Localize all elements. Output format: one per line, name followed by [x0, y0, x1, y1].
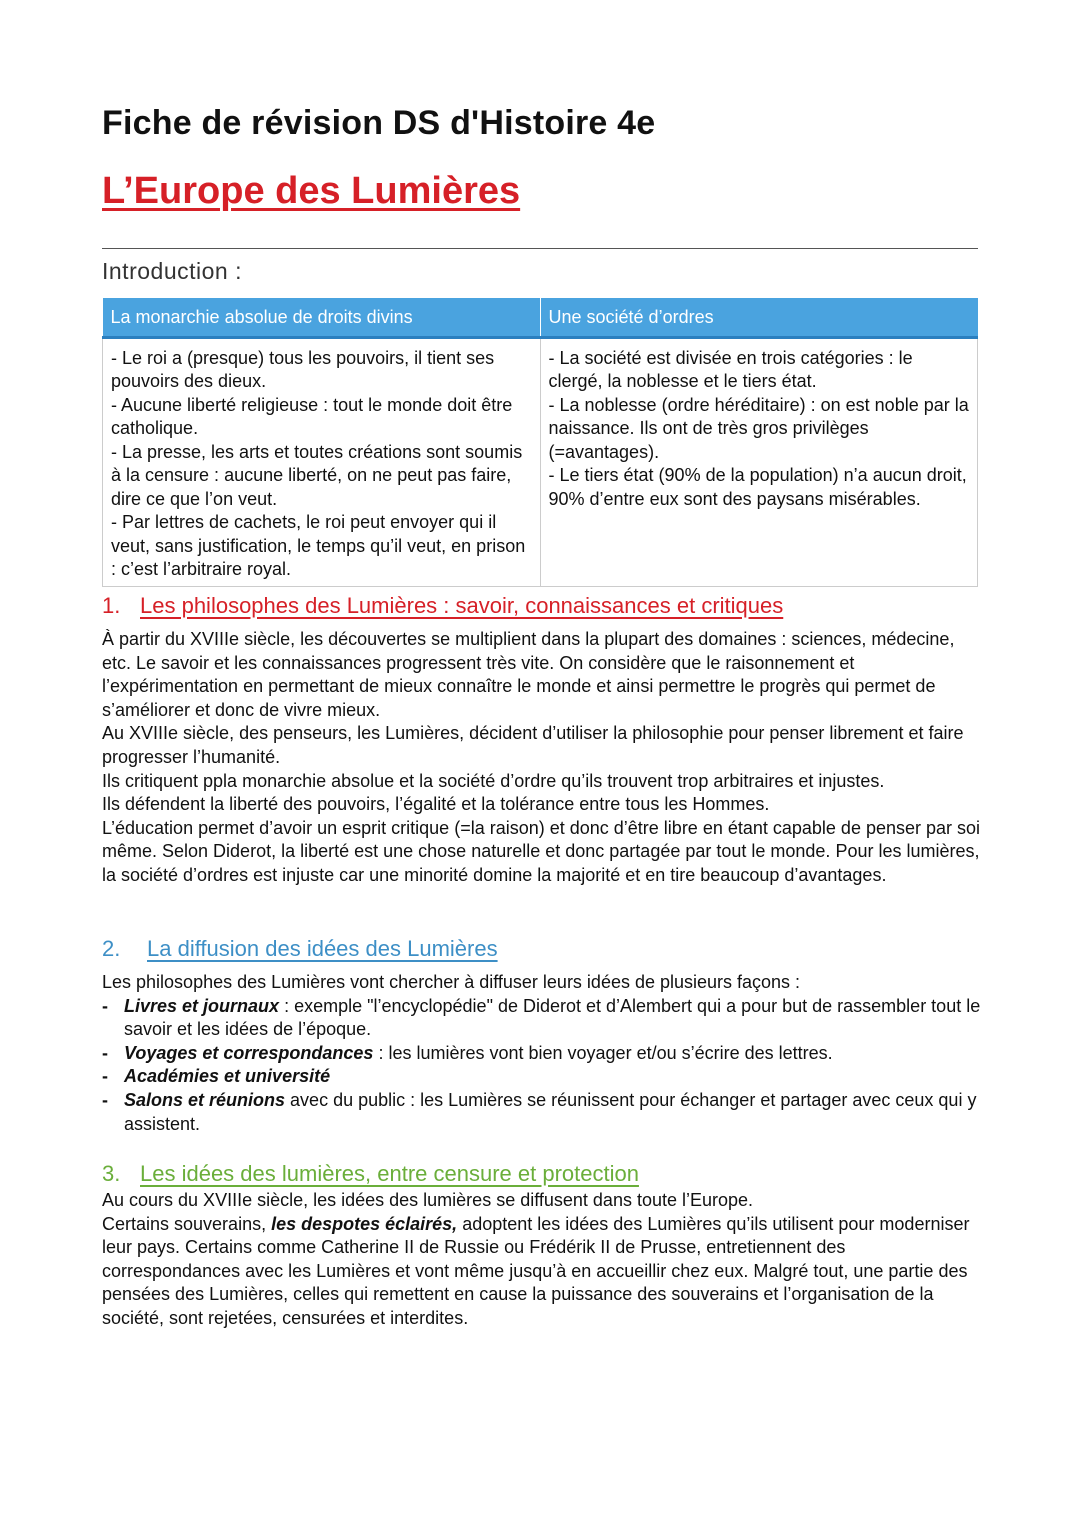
table-header-societe: Une société d’ordres	[540, 298, 978, 337]
section-3-body	[102, 1189, 982, 1331]
list-item	[102, 1089, 982, 1136]
table-line: - Le tiers état (90% de la population) n’a aucun droit, 90% d’entre eux sont des paysans misérables.	[548, 465, 967, 509]
paragraph-text: adoptent les idées des Lumières qu’ils utilisent pour moderniser leur pays. Certains comme Catherine II de Russie ou Frédérik II de Prusse, entretiennent des correspondances avec les Lumières et vont même jusqu’à en accueillir chez eux. Malgré tout, une partie des pensées des Lumières, celles qui remettent en cause la puissance des souverains et l’organisation de la société, sont rejetées, censurées et interdites.	[102, 1213, 970, 1328]
list-item-bold: Voyages et correspondances	[124, 1042, 374, 1063]
table-line: - Par lettres de cachets, le roi peut envoyer qui il veut, sans justification, le temps qu’il veut, en prison : c’est l’arbitraire royal.	[111, 512, 526, 579]
document-subtitle: L’Europe des Lumières	[102, 170, 521, 212]
section-1-body	[102, 628, 982, 888]
section-3-heading	[102, 1161, 639, 1187]
section-number: 1.	[102, 593, 121, 618]
paragraph	[102, 1213, 982, 1331]
paragraph: Ils défendent la liberté des pouvoirs, l’égalité et la tolérance entre tous les Hommes.	[102, 794, 770, 815]
table-line: - Aucune liberté religieuse : tout le monde doit être catholique.	[111, 394, 513, 438]
table-cell-societe	[540, 337, 978, 586]
section-2-body	[102, 971, 982, 1136]
section-title: La diffusion des idées des Lumières	[147, 936, 498, 961]
paragraph: L’éducation permet d’avoir un esprit critique (=la raison) et donc d’être libre en étant capable de penser par soi même. Selon Diderot, la liberté est une chose naturelle et donc partagée par tout le monde. Pour les lumières, la société d’ordres est injuste car une minorité domine la majorité et en tire beaucoup d’avantages.	[102, 817, 981, 885]
document-title: Fiche de révision DS d'Histoire 4e	[102, 104, 656, 142]
section-title: Les idées des lumières, entre censure et protection	[140, 1161, 639, 1186]
section-1-heading	[102, 593, 783, 619]
list-item-bold: Livres et journaux	[124, 995, 280, 1016]
emphasis-despotes: les despotes éclairés,	[271, 1213, 458, 1234]
list-item-text: : les lumières vont bien voyager et/ou s’écrire des lettres.	[373, 1042, 833, 1063]
list-item-bold: Académies et université	[124, 1066, 331, 1087]
table-line: - La noblesse (ordre héréditaire) : on est noble par la naissance. Ils ont de très gros privilèges (=avantages).	[548, 394, 969, 462]
section-number: 2.	[102, 936, 121, 961]
table-line: - La société est divisée en trois catégories : le clergé, la noblesse et le tiers état.	[548, 347, 913, 391]
paragraph: Ils critiquent ppla monarchie absolue et la société d’ordre qu’ils trouvent trop arbitraires et injustes.	[102, 770, 885, 791]
section-2-heading	[102, 936, 498, 962]
list-item	[102, 995, 982, 1042]
table-header-monarchie: La monarchie absolue de droits divins	[103, 298, 541, 337]
section-title: Les philosophes des Lumières : savoir, connaissances et critiques	[140, 593, 784, 618]
introduction-heading: Introduction :	[102, 258, 242, 284]
horizontal-divider	[102, 248, 978, 249]
paragraph: Au cours du XVIIIe siècle, les idées des lumières se diffusent dans toute l’Europe.	[102, 1190, 754, 1210]
list-item	[102, 1065, 982, 1089]
table-header-row	[103, 298, 978, 337]
table-line: - Le roi a (presque) tous les pouvoirs, il tient ses pouvoirs des dieux.	[111, 347, 495, 391]
diffusion-list	[102, 995, 982, 1137]
table-row	[103, 337, 978, 586]
table-cell-monarchie	[103, 337, 541, 586]
introduction-table	[102, 298, 978, 587]
list-item-bold: Salons et réunions	[124, 1089, 286, 1110]
list-item-text: avec du public : les Lumières se réunissent pour échanger et partager avec ceux qui y assistent.	[124, 1089, 977, 1134]
list-item-text: : exemple "l’encyclopédie" de Diderot et d’Alembert qui a pour but de rassembler tout le savoir et les idées de l’époque.	[124, 995, 981, 1040]
paragraph: Les philosophes des Lumières vont chercher à diffuser leurs idées de plusieurs façons :	[102, 972, 801, 992]
section-number: 3.	[102, 1161, 121, 1186]
paragraph: Au XVIIIe siècle, des penseurs, les Lumières, décident d’utiliser la philosophie pour penser librement et faire progresser l’humanité.	[102, 723, 964, 767]
paragraph-text: Certains souverains,	[102, 1213, 272, 1234]
table-line: - La presse, les arts et toutes créations sont soumis à la censure : aucune liberté, on ne peut pas faire, dire ce que l’on veut.	[111, 441, 523, 509]
list-item	[102, 1042, 982, 1066]
paragraph: À partir du XVIIIe siècle, les découvertes se multiplient dans la plupart des domaines : sciences, médecine, etc. Le savoir et les connaissances progressent très vite. On considère que le raisonnement et l’expérimentation en permettant de mieux connaître le monde et ainsi permettre le progrès qui permet de s’améliorer et donc de vivre mieux.	[102, 629, 955, 720]
